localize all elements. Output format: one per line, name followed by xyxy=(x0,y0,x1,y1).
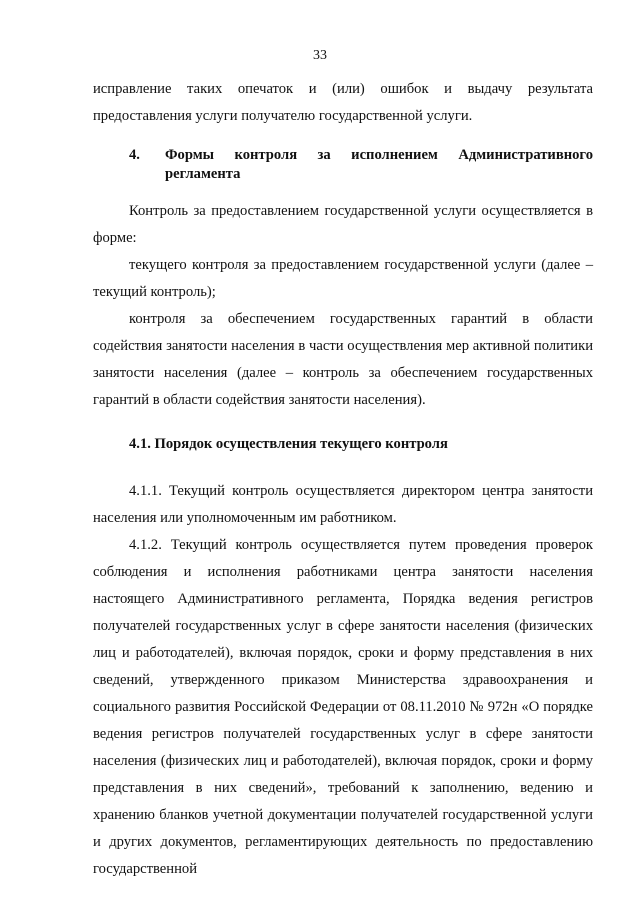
paragraph-current-control: текущего контроля за предоставлением государственной услуги (далее – текущий контроль); xyxy=(93,257,593,300)
paragraph-guarantees-control: контроля за обеспечением государственных гарантий в области содействия занятости населения в части осуществления мер активной политики занятости населения (далее – контроль за обеспечением государственных гарантий в области содействия занятости населения). xyxy=(93,311,593,408)
section-number: 4. xyxy=(129,147,140,163)
paragraph-4-1-1: 4.1.1. Текущий контроль осуществляется директором центра занятости населения или уполномоченным им работником. xyxy=(93,483,593,526)
paragraph-continuation: исправление таких опечаток и (или) ошибок и выдачу результата предоставления услуги получателю государственной услуги. xyxy=(93,81,593,124)
section-title: Формы контроля за исполнением Административного регламента xyxy=(165,147,593,182)
page-number: 33 xyxy=(313,48,327,63)
paragraph-control-forms: Контроль за предоставлением государственной услуги осуществляется в форме: xyxy=(93,203,593,246)
document-body xyxy=(93,76,593,883)
paragraph-4-1-2: 4.1.2. Текущий контроль осуществляется путем проведения проверок соблюдения и исполнения работниками центра занятости населения настоящего Административного регламента, Порядка ведения регистров получателей государственных услуг в сфере занятости населения (физических лиц и работодателей), включая порядок, сроки и форму представления в них сведений, утвержденного приказом Министерства здравоохранения и социального развития Российской Федерации от 08.11.2010 № 972н «О порядке ведения регистров получателей государственных услуг в сфере занятости населения (физических лиц и работодателей), включая порядок, сроки и форму представления в них сведений», требований к заполнению, ведению и хранению бланков учетной документации получателей государственной услуги и других документов, регламентирующих деятельность по предоставлению государственной xyxy=(93,537,593,877)
subsection-heading-4-1: 4.1. Порядок осуществления текущего контроля xyxy=(129,436,448,452)
section-heading-4 xyxy=(93,146,593,184)
